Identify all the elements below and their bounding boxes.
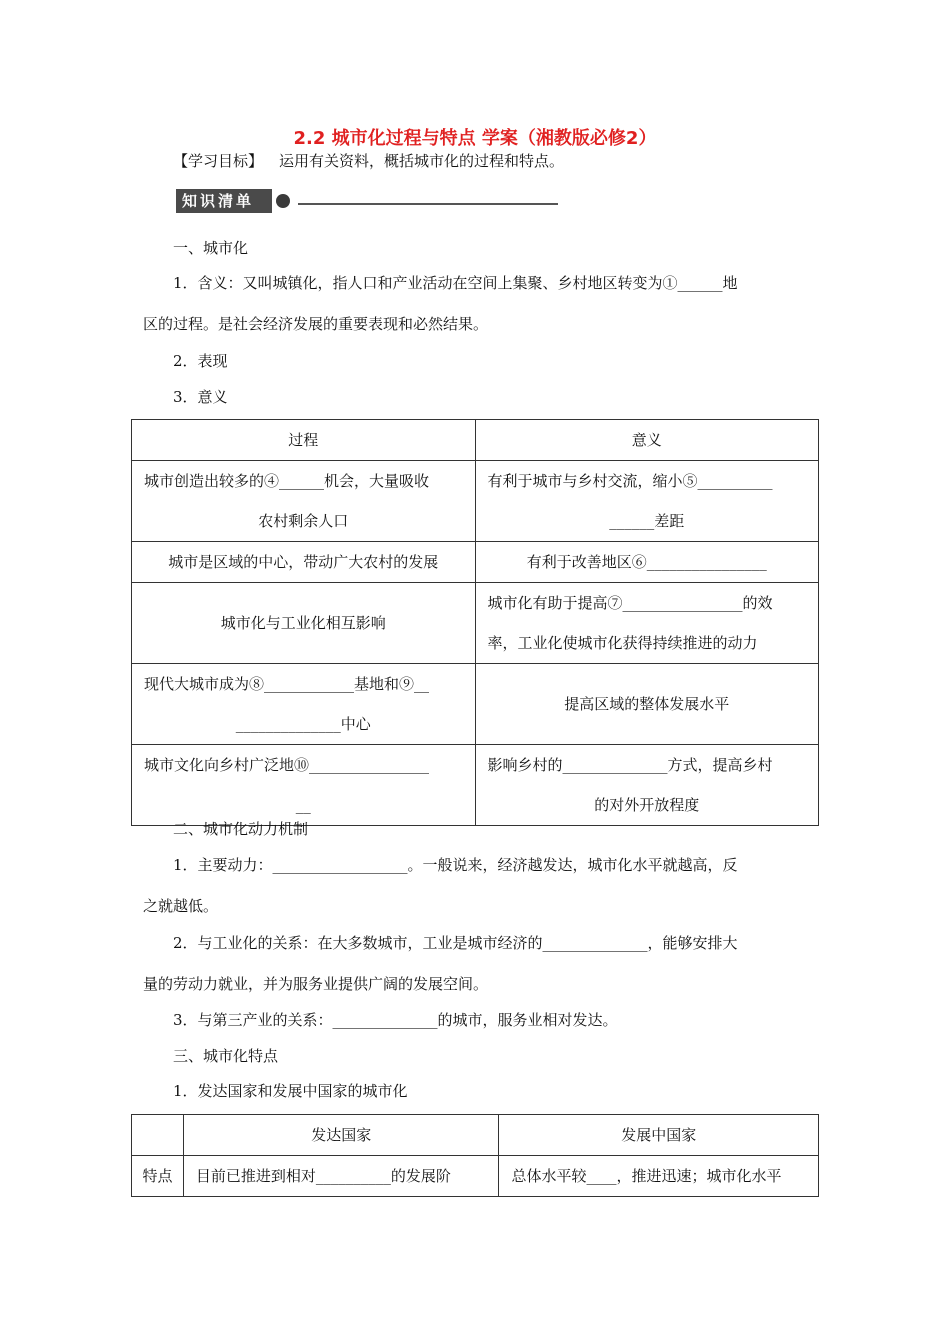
banner-divider — [298, 203, 558, 205]
process-cell: 城市是区域的中心，带动广大农村的发展 — [132, 542, 476, 583]
header-empty — [132, 1115, 184, 1156]
cell-line: 城市文化向乡村广泛地⑩________________ — [144, 756, 430, 774]
meaning-cell — [475, 745, 819, 826]
knowledge-list-banner — [176, 189, 296, 213]
section2-heading: 二、城市化动力机制 — [173, 820, 309, 838]
section3-heading: 三、城市化特点 — [173, 1047, 279, 1065]
process-cell — [132, 664, 476, 745]
table-header-row — [132, 1115, 819, 1156]
cell-line: 城市创造出较多的④______机会，大量吸收 — [144, 472, 430, 490]
section3-item1: 1．发达国家和发展中国家的城市化 — [173, 1082, 408, 1100]
header-developed: 发达国家 — [183, 1115, 499, 1156]
section1-item2: 2．表现 — [173, 352, 228, 370]
cell-line: __ — [295, 796, 311, 814]
section2-item1-line1: 1．主要动力：__________________。一般说来，经济越发达，城市化水平就越高，反 — [173, 856, 738, 874]
process-cell — [132, 461, 476, 542]
section1-item1-line1: 1．含义：又叫城镇化，指人口和产业活动在空间上集聚、乡村地区转变为①______地 — [173, 274, 738, 292]
meaning-cell — [475, 461, 819, 542]
developed-cell: 目前已推进到相对__________的发展阶 — [183, 1156, 499, 1197]
cell-line: 率，工业化使城市化获得持续推进的动力 — [487, 634, 758, 652]
table-row — [132, 461, 819, 542]
page-title: 2.2 城市化过程与特点 学案（湘教版必修2） — [293, 128, 657, 149]
table-row — [132, 1156, 819, 1197]
cell-line: 的对外开放程度 — [594, 796, 700, 814]
section2-item2-line1: 2．与工业化的关系：在大多数城市，工业是城市经济的______________，能够安排大 — [173, 934, 738, 952]
section1-heading: 一、城市化 — [173, 239, 249, 257]
section1-item3: 3．意义 — [173, 388, 228, 406]
banner-dot-icon — [276, 194, 290, 208]
developing-cell: 总体水平较____，推进迅速；城市化水平 — [499, 1156, 819, 1197]
cell-line: 影响乡村的______________方式，提高乡村 — [487, 756, 773, 774]
cell-line: 现代大城市成为⑧____________基地和⑨__ — [144, 675, 430, 693]
objective-text: 运用有关资料，概括城市化的过程和特点。 — [279, 152, 565, 170]
header-process: 过程 — [132, 420, 476, 461]
process-cell: 城市化与工业化相互影响 — [132, 583, 476, 664]
table-header-row — [132, 420, 819, 461]
meaning-cell: 有利于改善地区⑥________________ — [475, 542, 819, 583]
table-row — [132, 664, 819, 745]
section2-item3: 3．与第三产业的关系：______________的城市，服务业相对发达。 — [173, 1011, 618, 1029]
comparison-table — [131, 1114, 819, 1197]
table-row — [132, 583, 819, 664]
process-cell — [132, 745, 476, 826]
cell-line: ______差距 — [609, 512, 685, 530]
header-meaning: 意义 — [475, 420, 819, 461]
section1-item1-line2: 区的过程。是社会经济发展的重要表现和必然结果。 — [143, 315, 489, 333]
section2-item1-line2: 之就越低。 — [143, 897, 219, 915]
row-label-features: 特点 — [132, 1156, 184, 1197]
banner-label: 知识清单 — [176, 189, 272, 213]
objective-label: 【学习目标】 — [173, 152, 264, 170]
table-row — [132, 745, 819, 826]
table-row — [132, 542, 819, 583]
cell-line: 城市化有助于提高⑦________________的效 — [487, 594, 773, 612]
cell-line: 农村剩余人口 — [258, 512, 349, 530]
section2-item2-line2: 量的劳动力就业，并为服务业提供广阔的发展空间。 — [143, 975, 489, 993]
cell-line: 有利于城市与乡村交流，缩小⑤__________ — [487, 472, 773, 490]
learning-objective — [173, 150, 564, 171]
cell-line: ______________中心 — [235, 715, 371, 733]
meaning-cell: 提高区域的整体发展水平 — [475, 664, 819, 745]
meaning-cell — [475, 583, 819, 664]
significance-table — [131, 419, 819, 826]
header-developing: 发展中国家 — [499, 1115, 819, 1156]
